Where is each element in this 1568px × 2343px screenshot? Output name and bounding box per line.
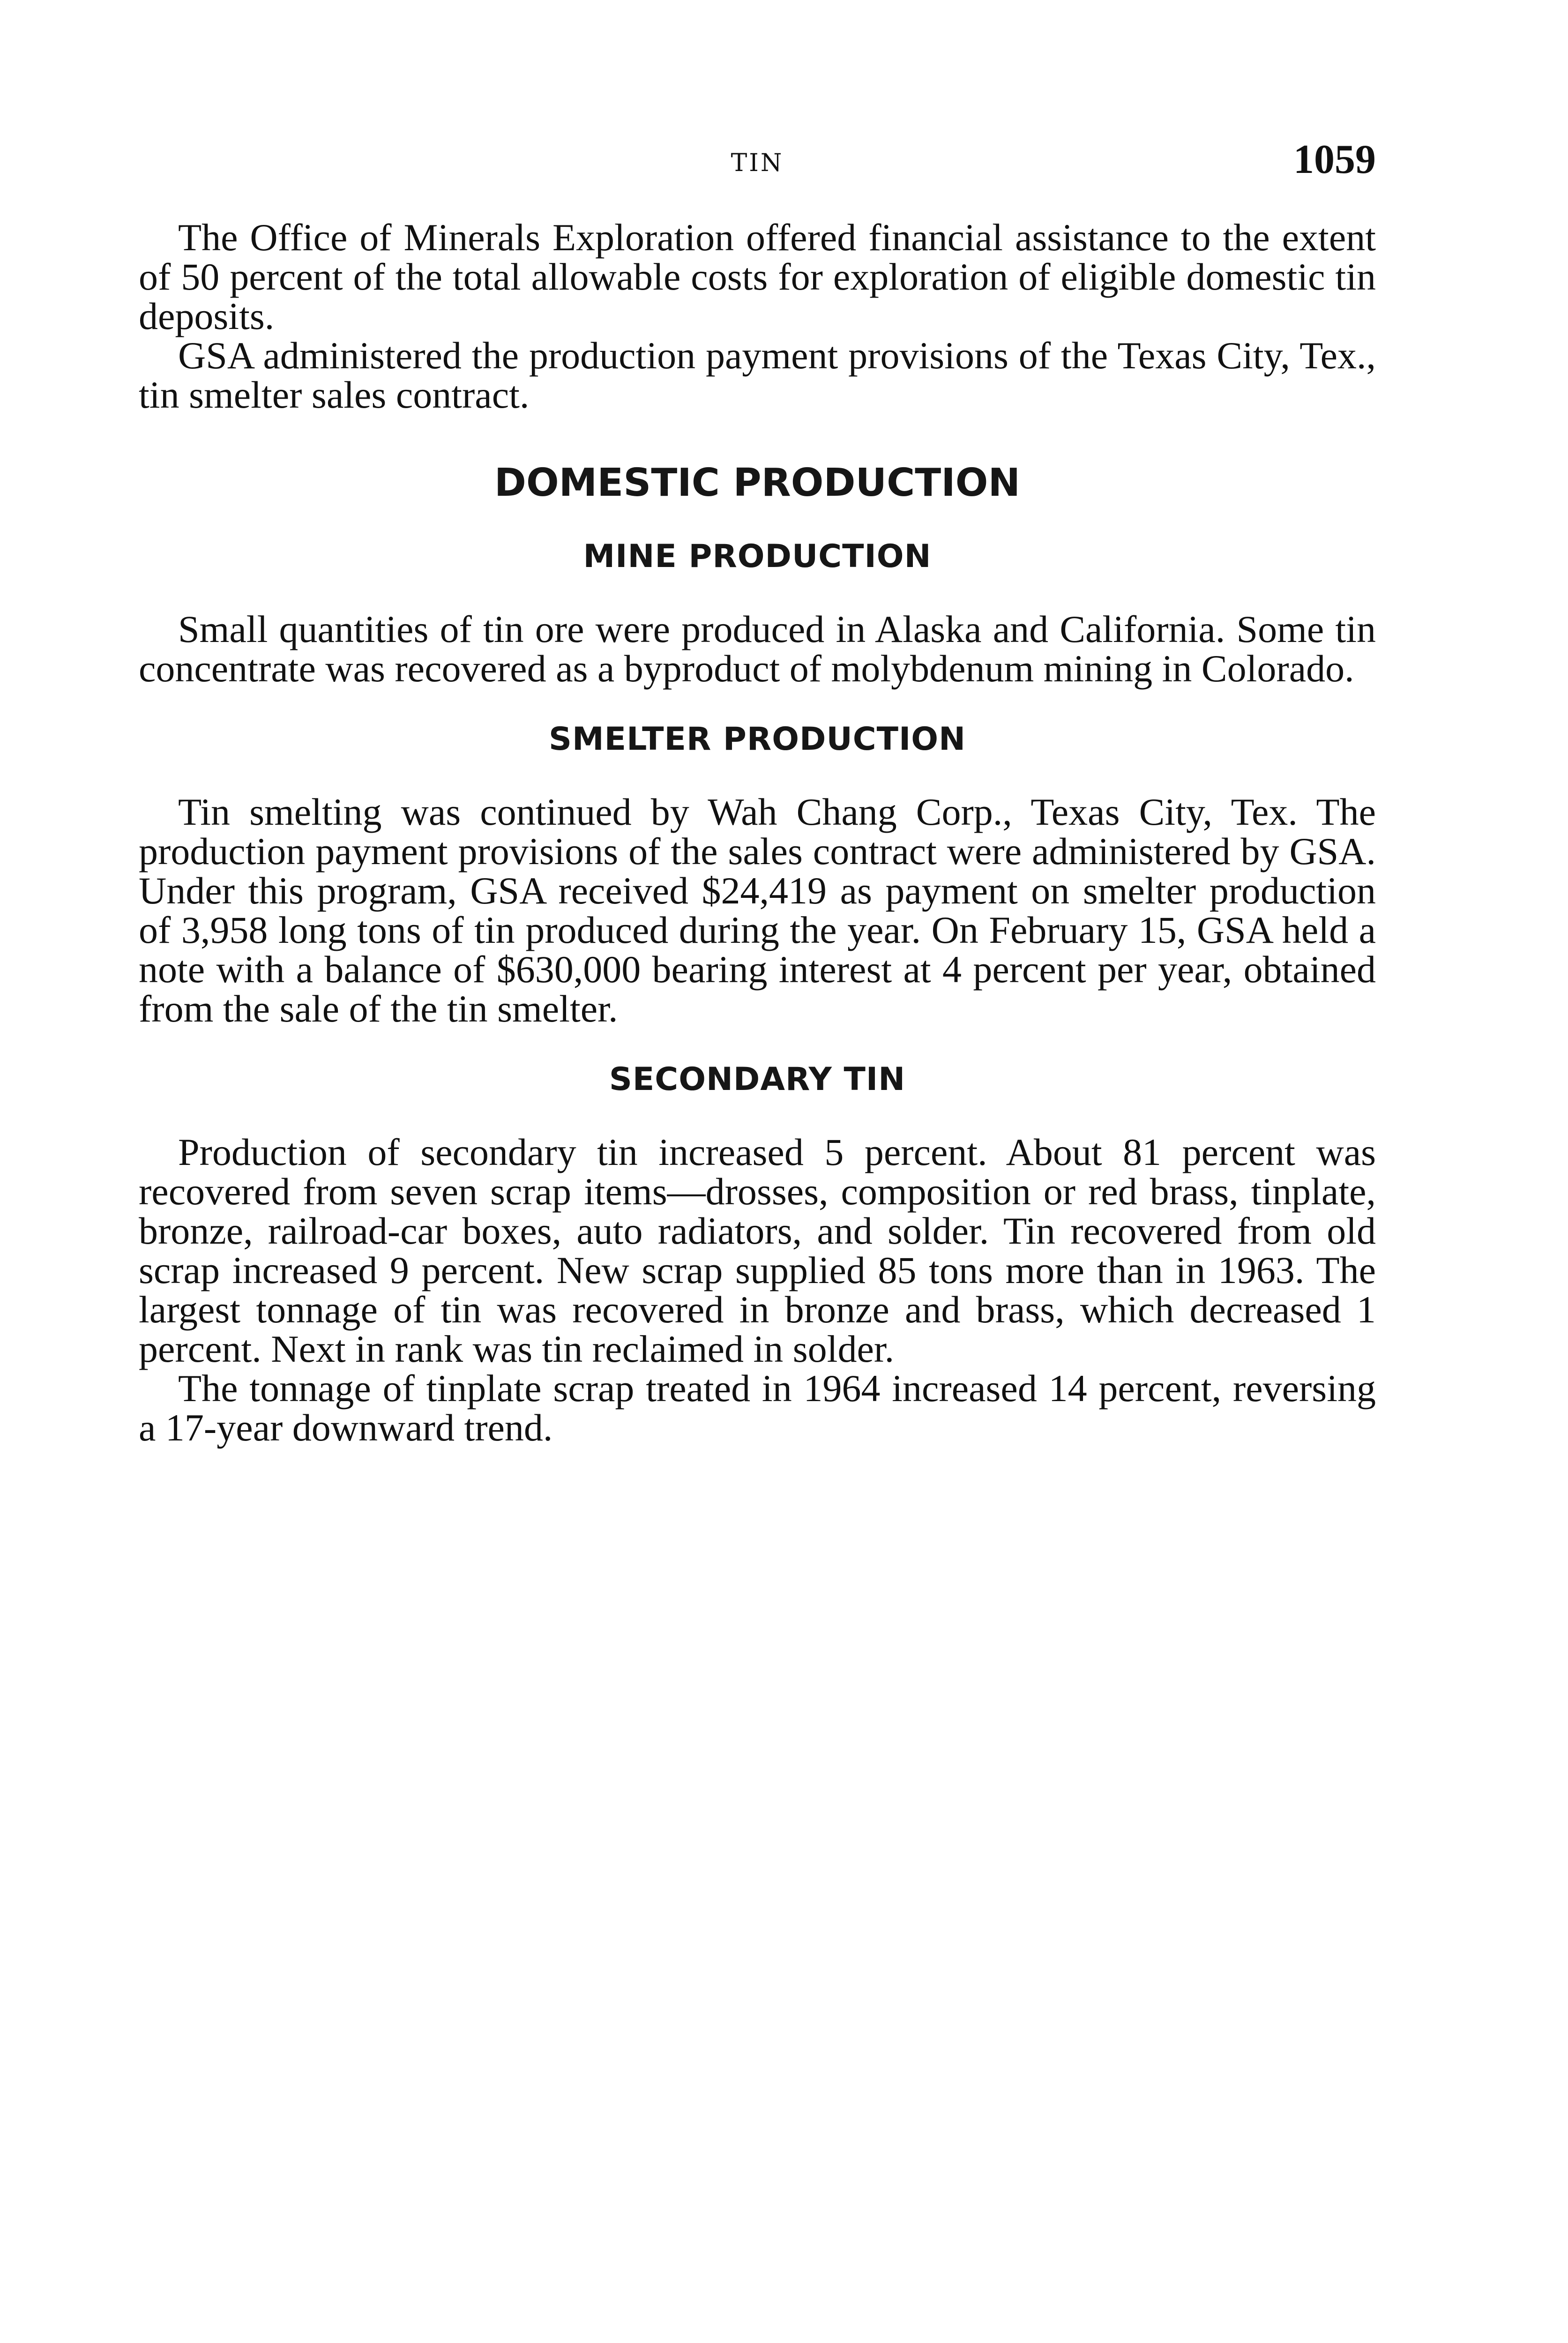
subsection-heading-mine-production: MINE PRODUCTION <box>583 538 932 575</box>
page-number: 1059 <box>1293 137 1376 182</box>
running-header <box>139 136 1376 187</box>
mine-production-paragraph-1: Small quantities of tin ore were produced in Alaska and California. Some tin concentrate was recovered as a byproduct of molybdenum mining in Colorado. <box>139 608 1376 690</box>
section-heading-domestic-production: DOMESTIC PRODUCTION <box>494 461 1021 505</box>
subsection-heading-secondary-tin: SECONDARY TIN <box>609 1061 906 1098</box>
secondary-tin-paragraph-1: Production of secondary tin increased 5 percent. About 81 percent was recovered from seven scrap items—drosses, composition or red brass, tinplate, bronze, railroad-car boxes, auto radiators, and solder. Tin recovered from old scrap increased 9 percent. New scrap supplied 85 tons more than in 1963. The largest tonnage of tin was recovered in bronze and brass, which decreased 1 percent. Next in rank was tin reclaimed in solder. <box>139 1131 1376 1370</box>
running-title: TIN <box>731 149 784 177</box>
intro-paragraph-2: GSA administered the production payment provisions of the Texas City, Tex., tin smelter sales contract. <box>139 334 1376 416</box>
document-body <box>139 218 1376 1448</box>
intro-paragraph-1: The Office of Minerals Exploration offered financial assistance to the extent of 50 percent of the total allowable costs for exploration of eligible domestic tin deposits. <box>139 216 1376 337</box>
subsection-heading-smelter-production: SMELTER PRODUCTION <box>548 721 966 758</box>
smelter-production-paragraph-1: Tin smelting was continued by Wah Chang Corp., Texas City, Tex. The production payment provisions of the sales contract were administered by GSA. Under this program, GSA received $24,419 as payment on smelter production of 3,958 long tons of tin produced during the year. On February 15, GSA held a note with a balance of $630,000 bearing interest at 4 percent per year, obtained from the sale of the tin smelter. <box>139 791 1376 1030</box>
secondary-tin-paragraph-2: The tonnage of tinplate scrap treated in 1964 increased 14 percent, reversing a 17-year downward trend. <box>139 1367 1376 1449</box>
